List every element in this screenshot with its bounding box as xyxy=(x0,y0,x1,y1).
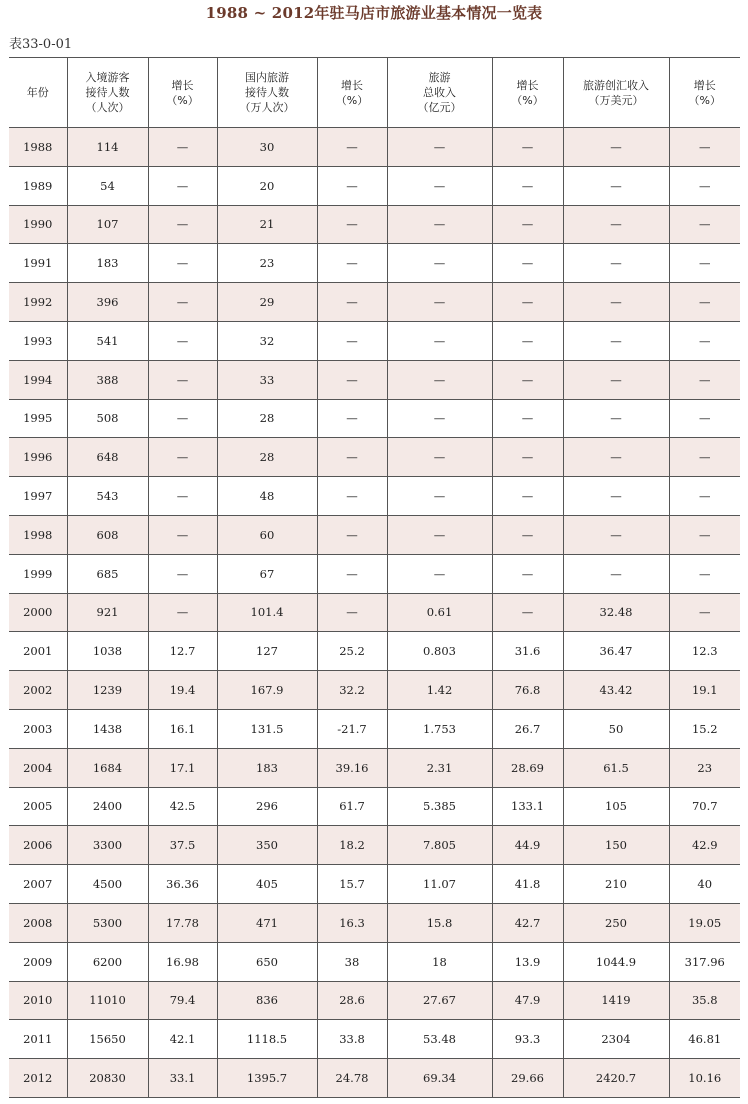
table-cell: — xyxy=(148,554,217,593)
table-cell: 15.2 xyxy=(669,709,740,748)
table-cell: 18.2 xyxy=(317,826,387,865)
table-row xyxy=(9,942,740,981)
table-cell: — xyxy=(387,477,492,516)
column-header-line: 年份 xyxy=(26,86,49,99)
table-cell: — xyxy=(317,438,387,477)
table-row xyxy=(9,1059,740,1098)
year-cell: 1993 xyxy=(9,321,67,360)
table-cell: — xyxy=(669,166,740,205)
year-cell: 1988 xyxy=(9,128,67,167)
year-cell: 2001 xyxy=(9,632,67,671)
column-header xyxy=(492,58,563,128)
table-cell: 541 xyxy=(67,321,148,360)
year-cell: 1989 xyxy=(9,166,67,205)
table-row xyxy=(9,515,740,554)
column-header-line: 增长 xyxy=(171,78,194,92)
table-row xyxy=(9,1020,740,1059)
table-cell: — xyxy=(563,205,669,244)
table-cell: — xyxy=(563,477,669,516)
table-cell: 388 xyxy=(67,360,148,399)
table-cell: 685 xyxy=(67,554,148,593)
table-cell: 16.3 xyxy=(317,903,387,942)
column-header-line: 总收入 xyxy=(423,86,456,99)
table-cell: 32.2 xyxy=(317,671,387,710)
table-cell: — xyxy=(317,360,387,399)
column-header xyxy=(563,58,669,128)
table-cell: — xyxy=(492,438,563,477)
table-cell: — xyxy=(492,477,563,516)
table-cell: 350 xyxy=(217,826,317,865)
table-cell: 10.16 xyxy=(669,1059,740,1098)
table-cell: 20830 xyxy=(67,1059,148,1098)
column-header-line: （%） xyxy=(166,93,199,107)
table-cell: — xyxy=(492,166,563,205)
table-cell: 508 xyxy=(67,399,148,438)
year-cell: 2012 xyxy=(9,1059,67,1098)
column-header-line: 旅游创汇收入 xyxy=(583,78,649,92)
table-cell: 2400 xyxy=(67,787,148,826)
year-cell: 1998 xyxy=(9,515,67,554)
table-row xyxy=(9,438,740,477)
table-cell: 44.9 xyxy=(492,826,563,865)
table-cell: 42.9 xyxy=(669,826,740,865)
table-cell: 41.8 xyxy=(492,865,563,904)
table-cell: — xyxy=(387,515,492,554)
table-row xyxy=(9,903,740,942)
year-cell: 2008 xyxy=(9,903,67,942)
table-cell: 47.9 xyxy=(492,981,563,1020)
table-row xyxy=(9,477,740,516)
table-cell: 36.47 xyxy=(563,632,669,671)
table-cell: 32.48 xyxy=(563,593,669,632)
table-cell: 60 xyxy=(217,515,317,554)
table-row xyxy=(9,671,740,710)
table-cell: — xyxy=(563,554,669,593)
table-cell: — xyxy=(563,360,669,399)
table-cell: 28 xyxy=(217,399,317,438)
year-cell: 1995 xyxy=(9,399,67,438)
table-row xyxy=(9,554,740,593)
table-cell: — xyxy=(387,244,492,283)
table-row xyxy=(9,128,740,167)
table-cell: 46.81 xyxy=(669,1020,740,1059)
table-cell: — xyxy=(148,128,217,167)
table-cell: 2420.7 xyxy=(563,1059,669,1098)
tourism-table xyxy=(9,57,740,1098)
table-cell: — xyxy=(148,321,217,360)
table-cell: 405 xyxy=(217,865,317,904)
table-cell: 396 xyxy=(67,283,148,322)
table-cell: — xyxy=(387,166,492,205)
table-cell: — xyxy=(317,205,387,244)
column-header-line: 旅游 xyxy=(428,71,451,84)
table-cell: 1395.7 xyxy=(217,1059,317,1098)
table-cell: — xyxy=(492,399,563,438)
table-cell: 31.6 xyxy=(492,632,563,671)
table-row xyxy=(9,865,740,904)
table-cell: 29 xyxy=(217,283,317,322)
year-cell: 1992 xyxy=(9,283,67,322)
year-cell: 1990 xyxy=(9,205,67,244)
table-cell: — xyxy=(317,244,387,283)
table-cell: 23 xyxy=(217,244,317,283)
table-cell: 19.05 xyxy=(669,903,740,942)
column-header xyxy=(9,58,67,128)
table-cell: 33.1 xyxy=(148,1059,217,1098)
table-row xyxy=(9,748,740,787)
table-cell: — xyxy=(669,593,740,632)
column-header-line: 国内旅游 xyxy=(245,71,289,84)
table-cell: 1438 xyxy=(67,709,148,748)
table-cell: — xyxy=(669,554,740,593)
table-cell: 131.5 xyxy=(217,709,317,748)
table-cell: 33.8 xyxy=(317,1020,387,1059)
table-cell: 250 xyxy=(563,903,669,942)
column-header-line: （%） xyxy=(335,93,369,107)
table-cell: — xyxy=(563,244,669,283)
table-cell: — xyxy=(387,205,492,244)
table-cell: 25.2 xyxy=(317,632,387,671)
column-header-line: 入境游客 xyxy=(85,71,130,84)
year-cell: 1994 xyxy=(9,360,67,399)
table-cell: — xyxy=(492,554,563,593)
table-cell: 183 xyxy=(217,748,317,787)
table-cell: — xyxy=(148,593,217,632)
year-cell: 2000 xyxy=(9,593,67,632)
table-cell: 13.9 xyxy=(492,942,563,981)
table-cell: — xyxy=(669,321,740,360)
table-cell: — xyxy=(387,128,492,167)
table-cell: 921 xyxy=(67,593,148,632)
table-cell: 17.1 xyxy=(148,748,217,787)
table-row xyxy=(9,244,740,283)
table-cell: — xyxy=(148,399,217,438)
table-cell: 608 xyxy=(67,515,148,554)
table-cell: — xyxy=(317,399,387,438)
year-cell: 2003 xyxy=(9,709,67,748)
table-cell: — xyxy=(387,321,492,360)
table-cell: 12.7 xyxy=(148,632,217,671)
table-cell: 93.3 xyxy=(492,1020,563,1059)
year-cell: 2007 xyxy=(9,865,67,904)
year-cell: 1991 xyxy=(9,244,67,283)
table-cell: — xyxy=(317,477,387,516)
table-cell: — xyxy=(317,554,387,593)
table-cell: — xyxy=(563,438,669,477)
table-cell: 48 xyxy=(217,477,317,516)
table-cell: 42.1 xyxy=(148,1020,217,1059)
table-cell: 7.805 xyxy=(387,826,492,865)
table-cell: 18 xyxy=(387,942,492,981)
table-cell: 42.5 xyxy=(148,787,217,826)
table-cell: 1.753 xyxy=(387,709,492,748)
table-cell: 15.7 xyxy=(317,865,387,904)
table-cell: 19.1 xyxy=(669,671,740,710)
table-cell: — xyxy=(148,244,217,283)
table-cell: 38 xyxy=(317,942,387,981)
table-cell: — xyxy=(317,515,387,554)
table-row xyxy=(9,399,740,438)
table-cell: 61.5 xyxy=(563,748,669,787)
table-row xyxy=(9,321,740,360)
table-cell: — xyxy=(669,244,740,283)
table-cell: 4500 xyxy=(67,865,148,904)
table-row xyxy=(9,205,740,244)
table-cell: 17.78 xyxy=(148,903,217,942)
table-cell: — xyxy=(148,360,217,399)
year-cell: 2009 xyxy=(9,942,67,981)
table-cell: — xyxy=(669,477,740,516)
table-cell: 101.4 xyxy=(217,593,317,632)
year-cell: 2005 xyxy=(9,787,67,826)
column-header-line: 增长 xyxy=(341,78,363,92)
table-cell: — xyxy=(492,244,563,283)
table-cell: — xyxy=(317,128,387,167)
table-cell: 53.48 xyxy=(387,1020,492,1059)
table-cell: 39.16 xyxy=(317,748,387,787)
table-cell: 37.5 xyxy=(148,826,217,865)
column-header xyxy=(317,58,387,128)
table-cell: 1239 xyxy=(67,671,148,710)
table-row xyxy=(9,632,740,671)
table-cell: 27.67 xyxy=(387,981,492,1020)
table-cell: 23 xyxy=(669,748,740,787)
table-cell: 70.7 xyxy=(669,787,740,826)
table-cell: 0.803 xyxy=(387,632,492,671)
table-cell: 1118.5 xyxy=(217,1020,317,1059)
table-cell: 6200 xyxy=(67,942,148,981)
table-cell: 16.1 xyxy=(148,709,217,748)
table-cell: 79.4 xyxy=(148,981,217,1020)
table-cell: — xyxy=(492,360,563,399)
table-cell: — xyxy=(387,399,492,438)
table-cell: 1.42 xyxy=(387,671,492,710)
table-cell: — xyxy=(669,360,740,399)
table-cell: 19.4 xyxy=(148,671,217,710)
column-header-line: （人次） xyxy=(85,101,130,114)
table-cell: 16.98 xyxy=(148,942,217,981)
column-header-line: （%） xyxy=(511,93,544,107)
table-cell: 648 xyxy=(67,438,148,477)
table-cell: — xyxy=(669,128,740,167)
table-cell: — xyxy=(563,128,669,167)
year-cell: 2002 xyxy=(9,671,67,710)
table-cell: — xyxy=(669,399,740,438)
table-cell: 2.31 xyxy=(387,748,492,787)
table-cell: — xyxy=(317,166,387,205)
table-cell: 105 xyxy=(563,787,669,826)
table-cell: 50 xyxy=(563,709,669,748)
table-cell: 35.8 xyxy=(669,981,740,1020)
table-cell: 2304 xyxy=(563,1020,669,1059)
table-row xyxy=(9,981,740,1020)
table-cell: 36.36 xyxy=(148,865,217,904)
table-cell: 15.8 xyxy=(387,903,492,942)
table-cell: — xyxy=(563,321,669,360)
table-row xyxy=(9,787,740,826)
table-cell: — xyxy=(563,515,669,554)
table-cell: 12.3 xyxy=(669,632,740,671)
table-number: 表33-0-01 xyxy=(9,37,73,52)
table-row xyxy=(9,360,740,399)
table-cell: 40 xyxy=(669,865,740,904)
table-cell: — xyxy=(492,593,563,632)
table-cell: 20 xyxy=(217,166,317,205)
table-cell: — xyxy=(387,283,492,322)
table-cell: 24.78 xyxy=(317,1059,387,1098)
table-cell: — xyxy=(317,593,387,632)
table-cell: 15650 xyxy=(67,1020,148,1059)
table-cell: 33 xyxy=(217,360,317,399)
table-cell: — xyxy=(387,554,492,593)
year-cell: 2006 xyxy=(9,826,67,865)
table-cell: 133.1 xyxy=(492,787,563,826)
table-cell: 1038 xyxy=(67,632,148,671)
table-cell: 5.385 xyxy=(387,787,492,826)
table-cell: — xyxy=(492,283,563,322)
table-cell: 1044.9 xyxy=(563,942,669,981)
table-cell: — xyxy=(492,321,563,360)
table-cell: — xyxy=(669,205,740,244)
table-cell: 0.61 xyxy=(387,593,492,632)
column-header xyxy=(148,58,217,128)
table-row xyxy=(9,826,740,865)
page-title: 1988 ~ 2012年驻马店市旅游业基本情况一览表 xyxy=(205,4,543,22)
table-cell: 43.42 xyxy=(563,671,669,710)
table-cell: 1684 xyxy=(67,748,148,787)
table-body xyxy=(9,128,740,1098)
table-cell: 28.6 xyxy=(317,981,387,1020)
table-cell: 30 xyxy=(217,128,317,167)
table-row xyxy=(9,166,740,205)
table-cell: 54 xyxy=(67,166,148,205)
column-header xyxy=(217,58,317,128)
table-cell: 107 xyxy=(67,205,148,244)
table-cell: 21 xyxy=(217,205,317,244)
column-header-line: （万人次） xyxy=(239,101,295,114)
table-cell: — xyxy=(563,283,669,322)
table-cell: 11.07 xyxy=(387,865,492,904)
table-cell: — xyxy=(492,515,563,554)
table-cell: 836 xyxy=(217,981,317,1020)
table-cell: 1419 xyxy=(563,981,669,1020)
column-header-line: 增长 xyxy=(516,78,539,92)
column-header xyxy=(387,58,492,128)
table-cell: — xyxy=(387,360,492,399)
table-cell: — xyxy=(148,438,217,477)
year-cell: 1999 xyxy=(9,554,67,593)
table-cell: 42.7 xyxy=(492,903,563,942)
table-cell: 543 xyxy=(67,477,148,516)
table-cell: 317.96 xyxy=(669,942,740,981)
table-cell: 11010 xyxy=(67,981,148,1020)
table-cell: 471 xyxy=(217,903,317,942)
table-row xyxy=(9,283,740,322)
table-cell: — xyxy=(148,205,217,244)
table-cell: 650 xyxy=(217,942,317,981)
table-cell: 26.7 xyxy=(492,709,563,748)
column-header-line: 增长 xyxy=(693,78,716,92)
column-header-line: 接待人数 xyxy=(85,86,130,99)
table-cell: — xyxy=(148,515,217,554)
table-cell: 67 xyxy=(217,554,317,593)
column-header-line: （%） xyxy=(688,93,721,107)
table-cell: 5300 xyxy=(67,903,148,942)
year-cell: 2010 xyxy=(9,981,67,1020)
table-cell: 29.66 xyxy=(492,1059,563,1098)
year-cell: 2004 xyxy=(9,748,67,787)
table-cell: — xyxy=(669,438,740,477)
table-row xyxy=(9,593,740,632)
table-cell: 127 xyxy=(217,632,317,671)
table-header-row xyxy=(9,58,740,128)
table-cell: 28 xyxy=(217,438,317,477)
column-header xyxy=(669,58,740,128)
table-cell: — xyxy=(669,515,740,554)
year-cell: 1997 xyxy=(9,477,67,516)
table-cell: 76.8 xyxy=(492,671,563,710)
column-header-line: 接待人数 xyxy=(245,86,289,99)
table-cell: 69.34 xyxy=(387,1059,492,1098)
table-cell: 114 xyxy=(67,128,148,167)
table-cell: 32 xyxy=(217,321,317,360)
table-cell: 296 xyxy=(217,787,317,826)
table-cell: — xyxy=(492,128,563,167)
year-cell: 1996 xyxy=(9,438,67,477)
table-cell: 183 xyxy=(67,244,148,283)
table-cell: 150 xyxy=(563,826,669,865)
table-cell: — xyxy=(492,205,563,244)
table-cell: — xyxy=(317,283,387,322)
table-cell: — xyxy=(669,283,740,322)
column-header-line: （万美元） xyxy=(588,93,644,107)
table-cell: — xyxy=(148,283,217,322)
table-cell: — xyxy=(563,166,669,205)
table-cell: — xyxy=(563,399,669,438)
table-cell: 3300 xyxy=(67,826,148,865)
table-cell: — xyxy=(387,438,492,477)
table-cell: 167.9 xyxy=(217,671,317,710)
column-header xyxy=(67,58,148,128)
year-cell: 2011 xyxy=(9,1020,67,1059)
table-cell: -21.7 xyxy=(317,709,387,748)
column-header-line: （亿元） xyxy=(417,101,462,114)
table-row xyxy=(9,709,740,748)
table-cell: 28.69 xyxy=(492,748,563,787)
table-cell: 210 xyxy=(563,865,669,904)
table-cell: — xyxy=(148,477,217,516)
table-cell: — xyxy=(317,321,387,360)
table-cell: 61.7 xyxy=(317,787,387,826)
table-cell: — xyxy=(148,166,217,205)
